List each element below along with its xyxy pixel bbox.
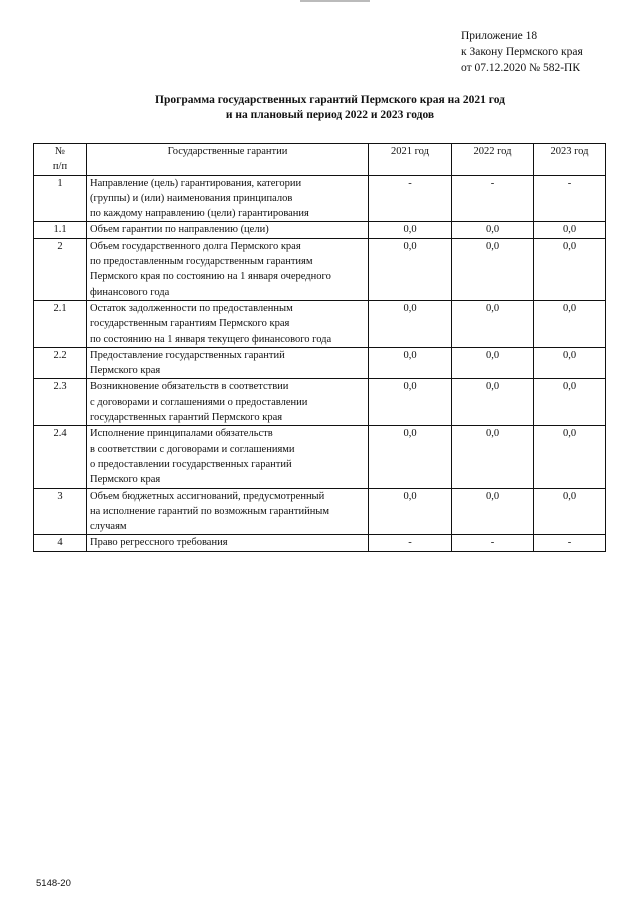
table-row	[34, 379, 606, 426]
row-guarantee-name-line: финансового года	[90, 286, 170, 298]
row-guarantee-name-line: Пермского края по состоянию на 1 января очередного	[90, 271, 331, 283]
row-guarantee-name-line: Остаток задолженности по предоставленным	[90, 302, 293, 314]
row-guarantee-name-line: Объем гарантии по направлению (цели)	[90, 224, 269, 236]
scan-artifact	[300, 0, 370, 2]
table-row	[34, 300, 606, 347]
row-guarantee-name-line: Предоставление государственных гарантий	[90, 349, 285, 361]
row-number: 2	[34, 238, 87, 300]
table-row	[34, 222, 606, 238]
guarantees-table	[33, 143, 606, 552]
row-guarantee-name-line: на исполнение гарантий по возможным гарантийным	[90, 505, 330, 517]
row-guarantee-name-line: Пермского края	[90, 365, 161, 377]
row-number: 2.2	[34, 347, 87, 379]
row-guarantee-name	[87, 426, 369, 488]
header-num-line-2: п/п	[52, 161, 68, 173]
row-number: 1	[34, 175, 87, 222]
row-guarantee-name-line: Исполнение принципалами обязательств	[90, 428, 273, 440]
row-value-2022: -	[452, 535, 534, 551]
row-value-2021: 0,0	[369, 379, 452, 426]
row-guarantee-name	[87, 222, 369, 238]
header-2023: 2023 год	[534, 144, 606, 176]
table-row	[34, 347, 606, 379]
row-guarantee-name	[87, 300, 369, 347]
row-value-2021: -	[369, 175, 452, 222]
row-guarantee-name-line: Возникновение обязательств в соответствии	[90, 381, 289, 393]
table-row	[34, 175, 606, 222]
title-line-2: и на плановый период 2022 и 2023 годов	[225, 109, 435, 121]
row-guarantee-name-line: Направление (цель) гарантирования, категории	[90, 177, 302, 189]
row-guarantee-name-line: о предоставлении государственных гарантий	[90, 458, 292, 470]
row-guarantee-name-line: по каждому направлению (цели) гарантирования	[90, 208, 309, 220]
row-guarantee-name-line: по предоставленным государственным гарантиям	[90, 256, 313, 268]
row-value-2022: 0,0	[452, 488, 534, 535]
table-row	[34, 488, 606, 535]
row-value-2023: 0,0	[534, 379, 606, 426]
row-value-2021: 0,0	[369, 222, 452, 238]
row-value-2023: 0,0	[534, 488, 606, 535]
row-value-2021: 0,0	[369, 488, 452, 535]
row-number: 4	[34, 535, 87, 551]
row-guarantee-name-line: Объем государственного долга Пермского края	[90, 240, 301, 252]
row-value-2021: -	[369, 535, 452, 551]
table-row	[34, 426, 606, 488]
row-guarantee-name-line: с договорами и соглашениями о предоставлении	[90, 396, 308, 408]
row-guarantee-name	[87, 347, 369, 379]
row-value-2022: 0,0	[452, 222, 534, 238]
table-body	[34, 175, 606, 551]
table-row	[34, 238, 606, 300]
appendix-number: Приложение 18	[461, 30, 538, 42]
row-value-2023: 0,0	[534, 238, 606, 300]
header-2022: 2022 год	[452, 144, 534, 176]
row-value-2021: 0,0	[369, 347, 452, 379]
row-value-2023: -	[534, 175, 606, 222]
row-guarantee-name-line: (группы) и (или) наименования принципалов	[90, 192, 293, 204]
row-guarantee-name	[87, 379, 369, 426]
header-num	[34, 144, 87, 176]
document-code: 5148-20	[36, 878, 71, 889]
header-guarantees: Государственные гарантии	[87, 144, 369, 176]
row-value-2022: 0,0	[452, 379, 534, 426]
row-number: 2.3	[34, 379, 87, 426]
row-value-2023: -	[534, 535, 606, 551]
appendix-header	[461, 28, 583, 76]
document-title	[60, 93, 600, 123]
row-value-2021: 0,0	[369, 300, 452, 347]
row-value-2021: 0,0	[369, 238, 452, 300]
row-value-2022: 0,0	[452, 300, 534, 347]
row-guarantee-name	[87, 535, 369, 551]
row-guarantee-name-line: государственных гарантий Пермского края	[90, 412, 283, 424]
row-guarantee-name-line: государственным гарантиям Пермского края	[90, 318, 290, 330]
table-header-row	[34, 144, 606, 176]
row-guarantee-name	[87, 175, 369, 222]
row-value-2022: 0,0	[452, 347, 534, 379]
row-value-2023: 0,0	[534, 300, 606, 347]
row-guarantee-name-line: Объем бюджетных ассигнований, предусмотренный	[90, 490, 325, 502]
row-value-2023: 0,0	[534, 347, 606, 379]
row-number: 3	[34, 488, 87, 535]
row-value-2022: 0,0	[452, 426, 534, 488]
appendix-law-date: от 07.12.2020 № 582-ПК	[461, 62, 581, 74]
header-num-line-1: №	[54, 146, 66, 157]
row-guarantee-name-line: в соответствии с договорами и соглашениями	[90, 443, 295, 455]
row-value-2023: 0,0	[534, 222, 606, 238]
row-guarantee-name-line: Право регрессного требования	[90, 537, 228, 549]
row-value-2022: 0,0	[452, 238, 534, 300]
row-value-2022: -	[452, 175, 534, 222]
table-row	[34, 535, 606, 551]
header-2021: 2021 год	[369, 144, 452, 176]
row-number: 1.1	[34, 222, 87, 238]
row-guarantee-name	[87, 238, 369, 300]
title-line-1: Программа государственных гарантий Пермского края на 2021 год	[155, 94, 505, 106]
row-guarantee-name-line: случаям	[90, 521, 127, 533]
row-number: 2.1	[34, 300, 87, 347]
row-number: 2.4	[34, 426, 87, 488]
row-guarantee-name-line: Пермского края	[90, 474, 161, 486]
row-guarantee-name-line: по состоянию на 1 января текущего финансового года	[90, 333, 332, 345]
row-guarantee-name	[87, 488, 369, 535]
row-value-2023: 0,0	[534, 426, 606, 488]
appendix-law-ref: к Закону Пермского края	[461, 46, 583, 58]
row-value-2021: 0,0	[369, 426, 452, 488]
